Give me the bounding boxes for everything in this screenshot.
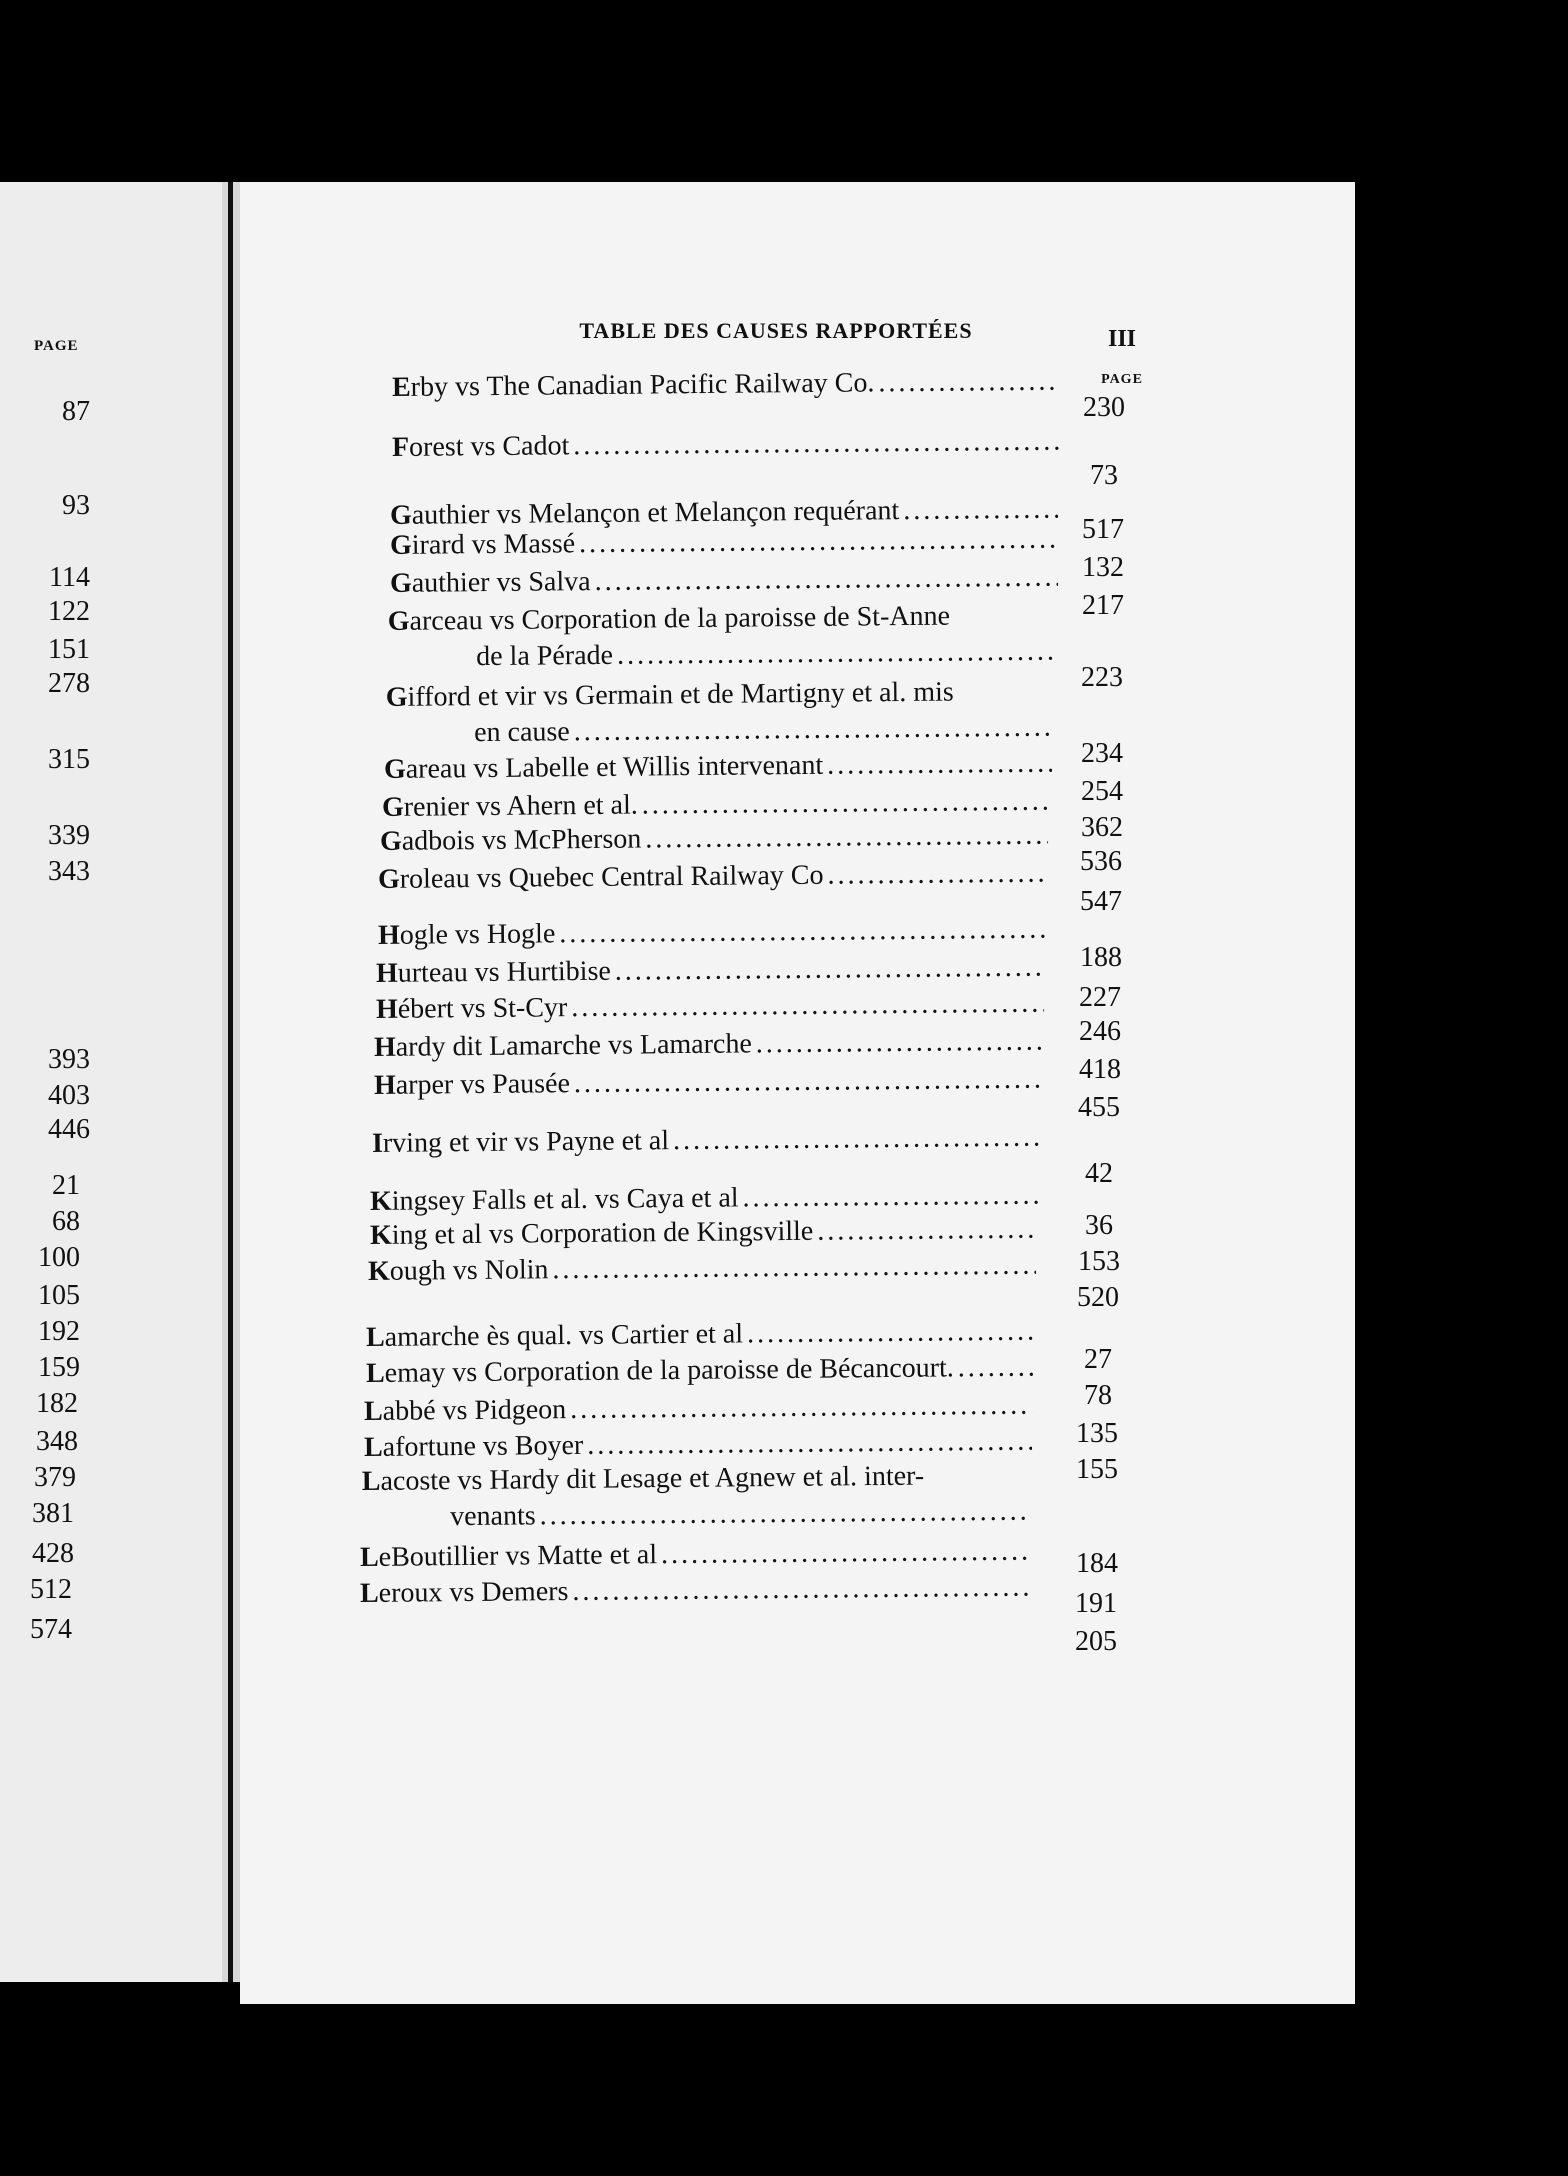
leader-dots	[579, 522, 1058, 563]
left-page-number: 381	[32, 1498, 74, 1529]
case-title: Lemay vs Corporation de la paroisse de Bécancourt.	[365, 1352, 954, 1389]
left-page-number: 574	[30, 1614, 72, 1645]
case-entry	[390, 560, 1062, 602]
page-number: III	[1108, 326, 1137, 352]
case-entry	[366, 1350, 1038, 1392]
case-page-number: 135	[1076, 1418, 1118, 1449]
case-entry	[392, 424, 1064, 466]
case-title: Hardy dit Lamarche vs Lamarche	[373, 1028, 752, 1063]
case-title: Gareau vs Labelle et Willis intervenant	[383, 749, 824, 785]
leader-dots	[574, 710, 1055, 751]
left-page-number: 512	[30, 1574, 72, 1605]
case-page-number: 455	[1078, 1092, 1120, 1123]
leader-dots	[878, 364, 1060, 402]
case-page-number: 191	[1075, 1588, 1117, 1619]
case-page-number: 230	[1083, 392, 1125, 423]
case-title: Kough vs Nolin	[367, 1254, 549, 1287]
leader-dots	[572, 1570, 1028, 1610]
leader-dots	[827, 856, 1046, 894]
case-page-number: 362	[1081, 812, 1123, 843]
leader-dots	[617, 634, 1056, 674]
leader-dots	[747, 1314, 1034, 1353]
leader-dots	[573, 424, 1060, 465]
left-page-number: 339	[48, 820, 90, 851]
case-page-number: 234	[1081, 738, 1123, 769]
case-entry	[380, 818, 1052, 860]
case-title: Gauthier vs Melançon et Melançon requérant	[389, 495, 900, 531]
case-title: Lafortune vs Boyer	[363, 1429, 584, 1463]
case-entry	[390, 522, 1062, 564]
case-title: Kingsey Falls et al. vs Caya et al	[369, 1182, 739, 1217]
left-page-number: 182	[36, 1388, 78, 1419]
left-page-number: 343	[48, 856, 90, 887]
case-page-number: 246	[1079, 1016, 1121, 1047]
case-page-number: 536	[1080, 846, 1122, 877]
case-entry	[374, 1062, 1046, 1104]
case-title: LeBoutillier vs Matte et al	[359, 1539, 658, 1573]
case-page-number: 217	[1082, 590, 1124, 621]
case-page-number: 73	[1090, 460, 1118, 491]
case-page-number: 418	[1079, 1054, 1121, 1085]
case-entry	[372, 1120, 1044, 1162]
case-entry	[378, 912, 1050, 954]
case-entry	[378, 856, 1050, 898]
left-page-number: 21	[52, 1170, 80, 1201]
leader-dots	[661, 1534, 1028, 1574]
case-title: Garceau vs Corporation de la paroisse de St-Anne	[387, 600, 951, 638]
case-page-number: 520	[1077, 1282, 1119, 1313]
case-page-number: 227	[1079, 982, 1121, 1013]
leader-dots	[574, 1062, 1042, 1102]
case-page-number: 132	[1082, 552, 1124, 583]
case-entry	[368, 1248, 1040, 1290]
case-page-number: 205	[1075, 1626, 1117, 1657]
left-page-number: 93	[62, 490, 90, 521]
left-page-number: 428	[32, 1538, 74, 1569]
case-title-continuation: en cause	[474, 716, 570, 749]
left-page-number: 278	[48, 668, 90, 699]
case-entry	[384, 746, 1056, 788]
leader-dots	[756, 1024, 1043, 1063]
case-page-number: 254	[1081, 776, 1123, 807]
left-page-header: PAGE	[34, 338, 79, 354]
case-entry	[392, 364, 1064, 406]
leader-dots	[827, 746, 1052, 784]
case-page-number: 153	[1078, 1246, 1120, 1277]
case-entry	[388, 598, 1061, 676]
leader-dots	[552, 1248, 1036, 1289]
case-page-number: 547	[1080, 886, 1122, 917]
case-page-number: 42	[1085, 1158, 1113, 1189]
case-title: Groleau vs Quebec Central Railway Co	[377, 859, 824, 895]
case-page-number: 78	[1084, 1380, 1112, 1411]
left-page-number: 68	[52, 1206, 80, 1237]
case-title: Labbé vs Pidgeon	[363, 1394, 567, 1427]
left-page-number: 122	[48, 596, 90, 627]
case-title: Gifford et vir vs Germain et de Martigny et al. mis	[385, 676, 954, 714]
case-page-number: 27	[1084, 1344, 1112, 1375]
leader-dots	[958, 1350, 1034, 1387]
left-page-number: 348	[36, 1426, 78, 1457]
left-page-number: 379	[34, 1462, 76, 1493]
left-page-number: 446	[48, 1114, 90, 1145]
leader-dots	[615, 950, 1044, 990]
page-column-label: PAGE	[1101, 372, 1143, 387]
case-page-number: 188	[1080, 942, 1122, 973]
case-title-continuation: de la Pérade	[476, 639, 614, 673]
left-page-number: 192	[38, 1316, 80, 1347]
case-page-number: 223	[1081, 662, 1123, 693]
case-title: Hogle vs Hogle	[377, 918, 556, 951]
leader-dots	[540, 1494, 1031, 1535]
case-title: Forest vs Cadot	[391, 430, 570, 463]
case-title: Lamarche ès qual. vs Cartier et al	[365, 1318, 744, 1353]
case-page-number: 184	[1076, 1548, 1118, 1579]
case-entry	[360, 1570, 1032, 1612]
left-page-number: 315	[48, 744, 90, 775]
leader-dots	[559, 912, 1046, 953]
left-page-number: 114	[49, 562, 90, 593]
case-title-continuation: venants	[450, 1500, 536, 1533]
leader-dots	[742, 1178, 1038, 1217]
leader-dots	[817, 1212, 1038, 1250]
case-page-number: 517	[1082, 514, 1124, 545]
case-title: Leroux vs Demers	[359, 1576, 569, 1609]
case-page-number: 155	[1076, 1454, 1118, 1485]
left-page-number: 100	[38, 1242, 80, 1273]
case-title: Harper vs Pausée	[373, 1068, 571, 1101]
leader-dots	[570, 1388, 1032, 1428]
left-page-number: 105	[38, 1280, 80, 1311]
case-title: Erby vs The Canadian Pacific Railway Co.	[391, 367, 875, 403]
running-title: TABLE DES CAUSES RAPPORTÉES	[579, 318, 973, 343]
leader-dots	[594, 560, 1058, 600]
case-entry	[386, 674, 1059, 752]
case-entry	[362, 1458, 1035, 1536]
case-page-number: 36	[1085, 1210, 1113, 1241]
left-page-number: 159	[38, 1352, 80, 1383]
left-page-number: 87	[62, 396, 90, 427]
case-title: Hébert vs St-Cyr	[375, 992, 568, 1025]
left-page-number: 151	[48, 634, 90, 665]
case-title: Gadbois vs McPherson	[379, 823, 642, 857]
case-title: Grenier vs Ahern et al.	[381, 789, 638, 823]
spine-binding-line	[228, 182, 233, 1982]
case-title: Irving et vir vs Payne et al	[371, 1125, 670, 1159]
case-entry	[374, 1024, 1046, 1066]
left-page-number: 403	[48, 1080, 90, 1111]
leader-dots	[673, 1120, 1040, 1160]
case-title: Lacoste vs Hardy dit Lesage et Agnew et al. inter-	[361, 1460, 925, 1498]
case-entry	[376, 986, 1048, 1028]
case-title: Hurteau vs Hurtibise	[375, 955, 611, 989]
leader-dots	[645, 818, 1048, 858]
case-title: King et al vs Corporation de Kingsville	[369, 1215, 814, 1251]
case-title: Gauthier vs Salva	[389, 566, 591, 599]
case-title: Girard vs Massé	[389, 528, 576, 561]
left-page-number: 393	[48, 1044, 90, 1075]
leader-dots	[571, 986, 1044, 1027]
